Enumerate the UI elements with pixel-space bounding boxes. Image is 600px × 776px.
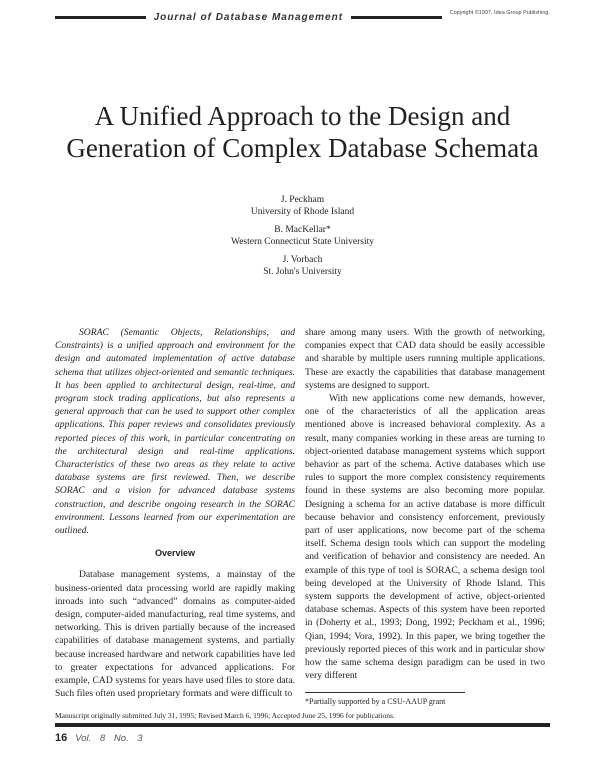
page-footer	[55, 732, 550, 744]
manuscript-note: Manuscript originally submitted July 31, 1995; Revised March 6, 1996; Accepted June 25, 1996 for publications.	[55, 711, 395, 721]
section-heading-overview: Overview	[154, 548, 196, 559]
page-number: 16	[55, 732, 68, 745]
author-3	[153, 254, 453, 278]
two-columns	[55, 326, 550, 707]
author-1	[153, 194, 453, 218]
header-rule-left	[55, 16, 146, 19]
header-rule-right	[351, 16, 442, 19]
body-paragraph: With new applications come new demands, however, one of the characteristics of all the application areas mentioned above is increased behavioral complexity. As a result, many companies working in these areas are turning to object-oriented database management systems which support behavior as part of the schema. Active databases which use rules to support the more complex consistency requirements found in these systems are also becoming more popular. Designing a schema for an active database is more difficult because behavior and consistency enforcement, previously part of user applications, now become part of the schema itself. Schema design tools which can support the modeling and verification of behavior and consistency are needed. An example of this type of tool is SORAC, a schema design tool being developed at the University of Rhode Island. This system supports the development of active, object-oriented database schemas. Aspects of this system have been reported in (Doherty et al., 1993; Dong, 1992; Peckham et al., 1996; Qian, 1994; Vora, 1992). In this paper, we bring together the previously reported pieces of this work and in particular show how the same schema design paradigm can be used in two very different	[305, 393, 545, 682]
body-paragraph: share among many users. With the growth of networking, companies expect that CAD data should be easily accessible and sharable by multiple users running multiple applications. These are exactly the capabilities that database management systems are designed to support.	[305, 327, 545, 391]
footnote-rule	[305, 692, 465, 693]
author-name: J. Peckham	[280, 195, 325, 205]
body-paragraph: Database management systems, a mainstay of the business-oriented data processing world are rapidly making inroads into such “advanced” domains as computer-aided design, computer-aided manufacturing, real time systems, and networking. This is driven partially because of the increased capabilities of database management systems, and partially because increased hardware and network capabilities have led to greater expectations for advanced applications. For example, CAD systems for years have used files to store data. Such files often used proprietary formats and were difficult to	[55, 569, 295, 700]
footnote: *Partially supported by a CSU-AAUP grant	[305, 697, 446, 707]
running-header	[55, 10, 550, 24]
author-name: J. Vorbach	[282, 255, 323, 265]
journal-name: Journal of Database Management	[153, 11, 344, 23]
author-affiliation: Western Connecticut State University	[230, 237, 375, 247]
author-2	[153, 224, 453, 248]
abstract: SORAC (Semantic Objects, Relationships, and Constraints) is a unified approach and environment for the design and automated implementation of active database schema that utilizes object-oriented and semantic techniques. It has been applied to architectural design, real-time, and program stock trading applications, but also represents a general approach that can be used to support other complex applications. This paper reviews and consolidates previously reported pieces of this work, in particular concentrating on the architectural design and real-time applications. Characteristics of these two areas as they relate to active database systems are first reviewed. Then, we describe SORAC and a vision for advanced database systems construction, and describe ongoing research in the SORAC environment. Lessons learned from our experimentation are outlined.	[55, 327, 295, 537]
author-affiliation: St. John's University	[263, 267, 342, 277]
author-name: B. MacKellar*	[274, 225, 331, 235]
copyright: Copyright ©1997, Idea Group Publishing.	[449, 10, 551, 16]
author-affiliation: University of Rhode Island	[250, 207, 355, 217]
right-column	[305, 326, 545, 707]
volume-issue: Vol. 8 No. 3	[75, 733, 143, 745]
paper-title: A Unified Approach to the Design and Generation of Complex Database Schemata	[66, 101, 539, 163]
footer-rule	[55, 723, 550, 727]
left-column	[55, 326, 295, 700]
